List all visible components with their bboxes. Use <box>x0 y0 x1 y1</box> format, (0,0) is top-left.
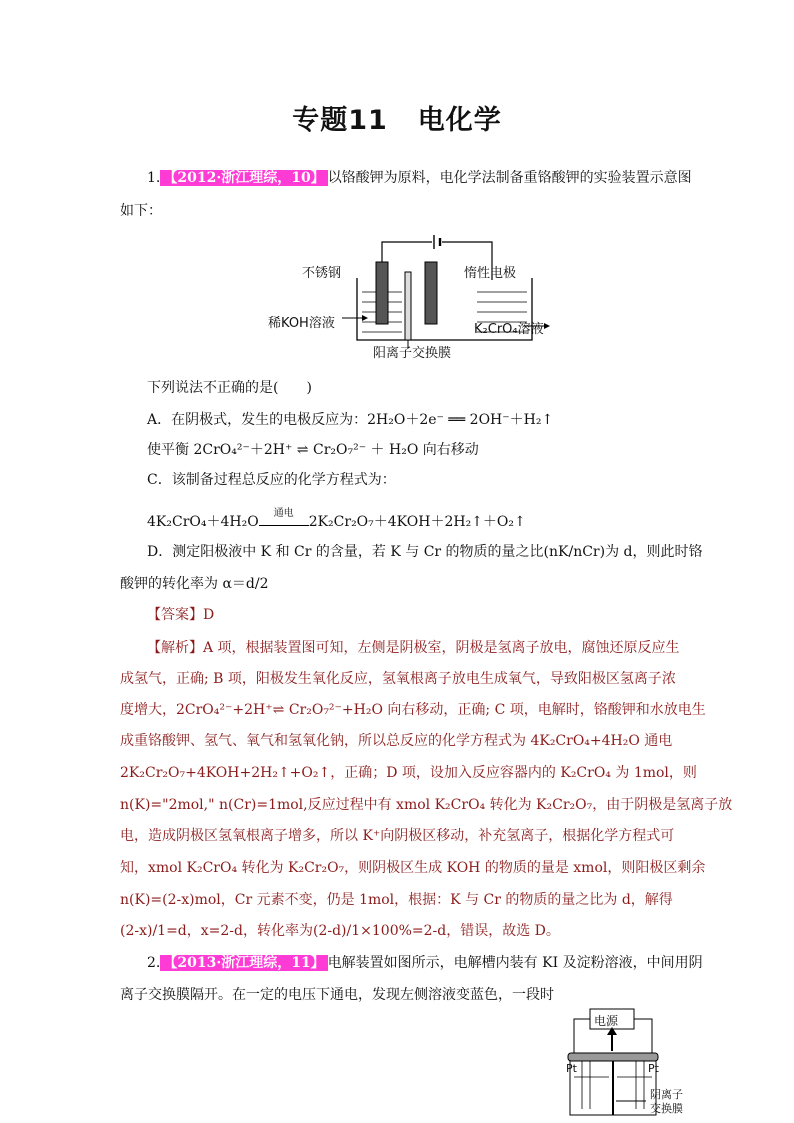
q1-explanation-line: 成重铬酸钾、氢气、氧气和氢氧化钠，所以总反应的化学方程式为 4K₂CrO₄+4H₂O 通电 <box>120 733 673 749</box>
q2-stem1: 电解装置如图所示，电解槽内装有 KI 及淀粉溶液，中间用阴 <box>327 955 703 971</box>
title-part-b: 电化学 <box>417 105 502 136</box>
eq-reactants: 4K₂CrO₄＋4H₂O <box>147 514 259 530</box>
q1-answer: 【答案】D <box>147 607 215 623</box>
q1-stem-line1 <box>147 168 692 188</box>
q1-explanation-line: n(K)=(2-x)mol，Cr 元素不变，仍是 1mol，根据：K 与 Cr 的物质的量之比为 d，解得 <box>120 892 673 908</box>
title-part-a: 专题11 <box>292 105 388 136</box>
q1-apparatus-figure <box>262 230 562 360</box>
q1-option-c-equation <box>147 508 526 532</box>
label-pt-left: Pt <box>566 1062 577 1075</box>
page-title <box>0 98 794 137</box>
label-anion-membrane-1: 阴离子 <box>650 1088 683 1101</box>
q1-option-c: C．该制备过程总反应的化学方程式为： <box>147 472 396 488</box>
label-inert-electrode: 惰性电极 <box>464 266 517 281</box>
label-stainless-steel: 不锈钢 <box>302 266 342 281</box>
q1-question: 下列说法不正确的是( ) <box>147 380 312 396</box>
q1-explanation-line: 知，xmol K₂CrO₄ 转化为 K₂Cr₂O₇，则阴极区生成 KOH 的物质的量是 xmol，则阳极区剩余 <box>120 860 706 876</box>
q2-source-tag: 【2013·浙江理综，11】 <box>160 955 327 971</box>
label-anion-membrane-2: 交换膜 <box>650 1102 683 1115</box>
q1-explanation-line: 电，造成阴极区氢氧根离子增多，所以 K⁺向阴极区移动，补充氢离子，根据化学方程式可 <box>120 828 675 844</box>
q1-explanation-line: n(K)="2mol," n(Cr)=1mol,反应过程中有 xmol K₂CrO₄ 转化为 K₂Cr₂O₇，由于阴极是氢离子放 <box>120 797 733 813</box>
eq-condition: 通电 <box>273 508 294 519</box>
label-koh-solution: 稀KOH溶液 <box>268 316 335 331</box>
q1-explanation-line: 2K₂Cr₂O₇+4KOH+2H₂↑+O₂↑，正确；D 项，设加入反应容器内的 K₂CrO₄ 为 1mol，则 <box>120 765 697 781</box>
eq-products: 2K₂Cr₂O₇＋4KOH＋2H₂↑＋O₂↑ <box>308 514 526 530</box>
label-cation-membrane: 阳离子交换膜 <box>373 346 452 361</box>
eq-arrow <box>259 525 309 526</box>
q1-option-d-line2: 酸钾的转化率为 α＝d/2 <box>120 576 269 592</box>
label-k2cro4-solution: K₂CrO₄溶液 <box>474 322 544 337</box>
label-power-source: 电源 <box>594 1014 619 1028</box>
q2-number: 2. <box>147 955 161 971</box>
q1-explanation-line: 度增大，2CrO₄²⁻+2H⁺⇌ Cr₂O₇²⁻+H₂O 向右移动，正确; C 项，电解时，铬酸钾和水放电生 <box>120 702 706 718</box>
q1-option-d-line1: D．测定阳极液中 K 和 Cr 的含量，若 K 与 Cr 的物质的量之比(nK/nCr)为 d，则此时铬 <box>147 544 703 560</box>
q1-explanation-line: 成氢气，正确; B 项，阳极发生氧化反应，氢氧根离子放电生成氧气，导致阳极区氢离子浓 <box>120 671 676 687</box>
q1-number: 1. <box>147 170 161 186</box>
q1-explanation-line: 【解析】A 项，根据装置图可知，左侧是阴极室，阴极是氢离子放电，腐蚀还原反应生 <box>147 640 680 656</box>
q1-option-b: 使平衡 2CrO₄²⁻＋2H⁺ ⇌ Cr₂O₇²⁻ ＋ H₂O 向右移动 <box>147 442 479 458</box>
q2-stem-line1 <box>147 953 703 973</box>
q2-stem-line2: 离子交换膜隔开。在一定的电压下通电，发现左侧溶液变蓝色，一段时 <box>120 987 554 1003</box>
q1-option-a: A．在阴极式，发生的电极反应为：2H₂O＋2e⁻ ══ 2OH⁻＋H₂↑ <box>147 412 554 428</box>
q1-stem-line2: 如下： <box>120 203 162 219</box>
q1-stem1: 以铬酸钾为原料，电化学法制备重铬酸钾的实验装置示意图 <box>327 170 692 186</box>
label-pt-right: Pt <box>648 1062 659 1075</box>
q1-explanation-line: (2-x)/1=d，x=2-d，转化率为(2-d)/1×100%=2-d，错误，故选 D。 <box>120 923 560 939</box>
q1-source-tag: 【2012·浙江理综，10】 <box>160 170 327 186</box>
